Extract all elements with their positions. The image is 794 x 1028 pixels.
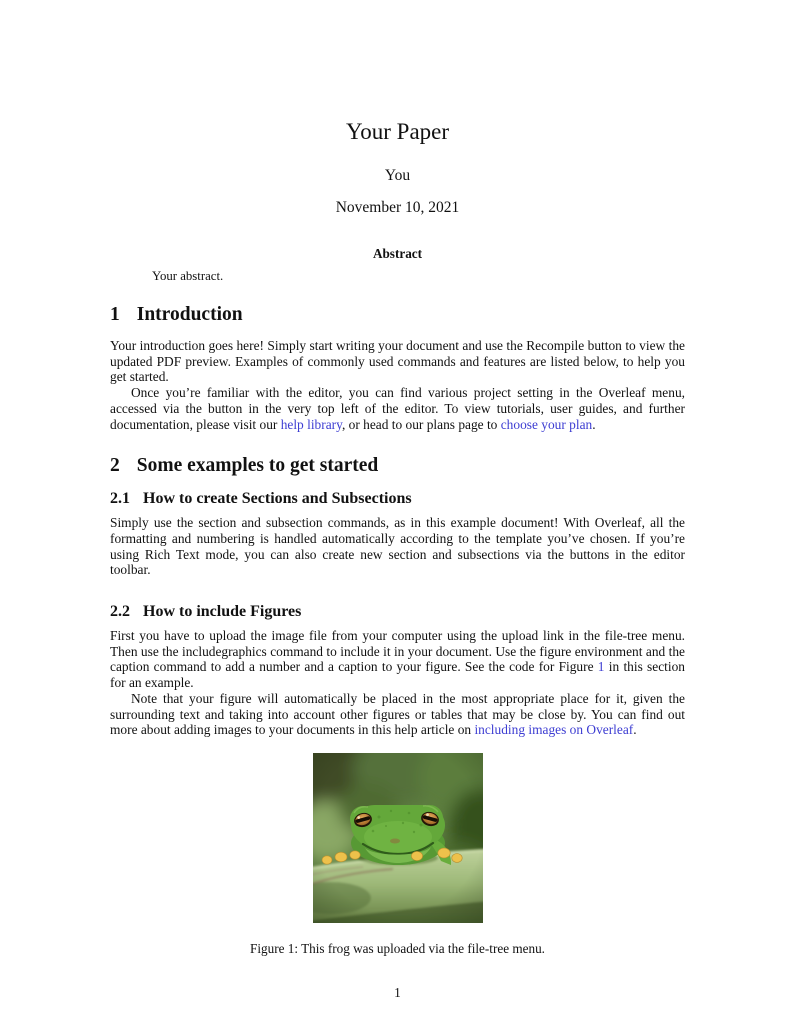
section-1-title: Introduction <box>136 304 243 325</box>
section-1-paragraph-2 <box>110 385 685 432</box>
figure-1-caption: Figure 1: This frog was uploaded via the file-tree menu. <box>250 940 545 956</box>
abstract-body: Your abstract. <box>152 269 224 283</box>
subsection-2-2-number: 2.2 <box>110 603 130 621</box>
subsection-2-2-paragraph-1 <box>110 628 685 691</box>
subsection-2-1-number: 2.1 <box>110 490 130 508</box>
paper-author: You <box>384 167 411 184</box>
section-2-number: 2 <box>110 455 120 477</box>
text-segment: Once you’re familiar with the editor, you can find various project setting in the Overleaf menu, accessed via the button in the very top left of the editor. To view tutorials, user guides, and further documentation, please visit our <box>110 385 685 432</box>
section-2-heading <box>110 454 685 477</box>
subsection-2-1-paragraph-1: Simply use the section and subsection commands, as in this example document! With Overleaf, all the formatting and numbering is handled automatically according to the template you’ve chosen. If you’re using Rich Text mode, you can also create new section and subsections via the buttons in the editor toolbar. <box>110 515 685 578</box>
paper-title: Your Paper <box>345 119 450 144</box>
figure-1 <box>110 753 685 957</box>
text-segment: . <box>592 416 596 432</box>
section-1-heading <box>110 303 685 326</box>
text-segment: First you have to upload the image file from your computer using the upload link in the file-tree menu. Then use the includegraphics command to include it in your document. Use the figure environment and the caption command to add a number and a caption to your figure. See the code for Figure <box>110 628 685 675</box>
page-content <box>110 0 685 1001</box>
section-1-paragraph-1: Your introduction goes here! Simply start writing your document and use the Recompile button to view the updated PDF preview. Examples of commonly used commands and features are listed below, to help you get started. <box>110 338 685 385</box>
section-1-number: 1 <box>110 304 120 325</box>
text-segment: . <box>633 722 637 738</box>
choose-your-plan-link[interactable]: choose your plan <box>500 416 593 432</box>
subsection-2-2-paragraph-2 <box>110 691 685 738</box>
subsection-2-1-heading <box>110 489 685 508</box>
abstract-heading: Abstract <box>372 246 423 261</box>
paper-date: November 10, 2021 <box>335 199 460 216</box>
section-2-title: Some examples to get started <box>136 455 379 477</box>
text-segment: , or head to our plans page to <box>341 416 501 432</box>
page-number: 1 <box>394 984 401 1000</box>
including-images-link[interactable]: including images on Overleaf <box>474 722 634 738</box>
text-segment: in this section for an example. <box>110 659 685 691</box>
subsection-2-2-heading <box>110 602 685 621</box>
help-library-link[interactable]: help library <box>280 416 342 432</box>
frog-photo-image <box>313 753 483 923</box>
figure-1-reference-link[interactable]: 1 <box>597 659 605 675</box>
subsection-2-1-title: How to create Sections and Subsections <box>143 490 412 508</box>
text-segment: Note that your figure will automatically be placed in the most appropriate place for it, given the surrounding text and taking into account other figures or tables that may be close by. You can find out more about adding images to your documents in this help article on <box>110 690 685 738</box>
subsection-2-2-title: How to include Figures <box>143 603 302 621</box>
